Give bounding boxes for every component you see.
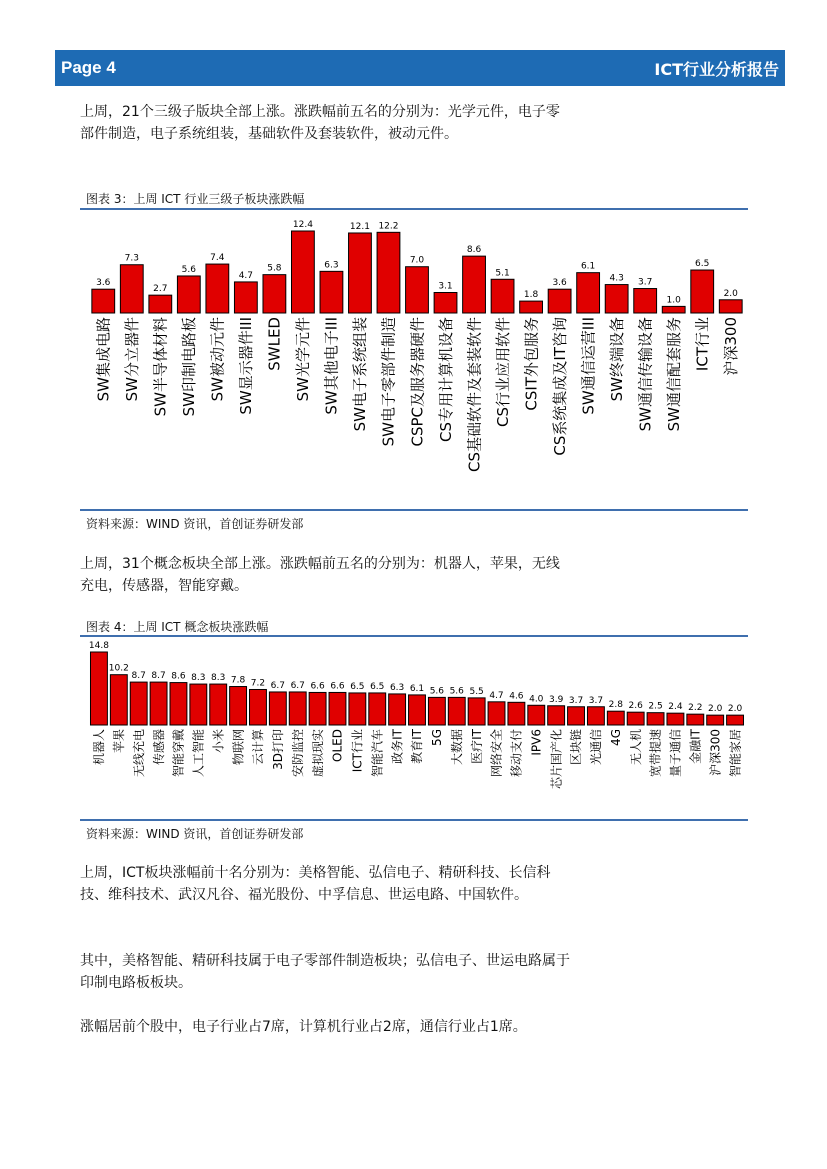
data-label-22: 4.0	[529, 694, 544, 705]
data-label-5: 8.3	[191, 673, 206, 684]
data-label-18: 4.3	[609, 273, 624, 284]
data-label-14: 6.5	[370, 681, 385, 692]
data-label-26: 2.8	[608, 700, 623, 711]
data-label-1: 10.2	[108, 663, 129, 674]
data-label-30: 2.2	[688, 703, 703, 714]
figure-3-title: 图表 3：上周 ICT 行业三级子板块涨跌幅	[86, 192, 305, 206]
bar-31	[707, 715, 724, 725]
data-label-17: 5.6	[429, 686, 445, 697]
category-label-7: SW光学元件	[294, 317, 313, 402]
category-label-14: 智能汽车	[370, 729, 385, 778]
bar-30	[687, 714, 704, 725]
bar-26	[607, 711, 624, 725]
figure-4-bottom-rule	[80, 819, 748, 821]
category-label-1: 苹果	[112, 729, 127, 754]
data-label-21: 4.6	[509, 691, 524, 702]
category-label-20: 网络安全	[489, 729, 504, 778]
bar-23	[548, 706, 565, 725]
category-label-3: 传感器	[151, 729, 166, 766]
data-label-12: 6.6	[330, 681, 345, 692]
data-label-22: 2.0	[723, 288, 738, 299]
bar-27	[627, 712, 644, 725]
data-label-20: 1.0	[666, 295, 681, 306]
data-label-15: 6.3	[389, 682, 405, 693]
bar-19	[468, 698, 485, 725]
bar-2	[130, 682, 147, 725]
bar-3	[150, 682, 167, 725]
data-label-18: 5.6	[449, 686, 464, 697]
data-label-12: 3.1	[438, 281, 453, 292]
bar-11	[309, 692, 326, 725]
data-label-2: 2.7	[153, 284, 168, 295]
bar-32	[727, 715, 744, 725]
data-label-1: 7.3	[124, 253, 139, 264]
figure-4-title: 图表 4：上周 ICT 概念板块涨跌幅	[86, 620, 269, 634]
category-label-10: SW电子零部件制造	[379, 317, 398, 447]
category-label-23: 芯片国产化	[549, 729, 564, 790]
category-label-19: 医疗IT	[469, 729, 484, 764]
bar-9	[269, 692, 286, 725]
category-label-15: 政务IT	[390, 729, 405, 764]
category-label-10: 安防监控	[290, 729, 305, 778]
bar-0	[90, 652, 107, 725]
category-label-8: 云计算	[251, 729, 266, 766]
data-label-13: 6.5	[350, 681, 365, 692]
bar-6	[210, 684, 227, 725]
bar-28	[647, 713, 664, 725]
data-label-14: 5.1	[495, 268, 510, 279]
data-label-31: 2.0	[708, 704, 723, 715]
category-label-25: 光通信	[589, 729, 604, 766]
data-label-9: 6.7	[270, 680, 286, 691]
data-label-10: 6.7	[290, 680, 305, 691]
bar-21	[508, 702, 525, 725]
category-label-9: 3D打印	[271, 729, 286, 770]
category-label-11: 虚拟现实	[310, 729, 325, 778]
category-label-20: SW通信配套服务	[664, 317, 683, 432]
data-label-0: 3.6	[96, 278, 111, 289]
category-label-8: SW其他电子III	[322, 317, 341, 415]
category-label-7: 物联网	[231, 729, 246, 766]
category-label-28: 宽带提速	[648, 729, 663, 778]
bar-10	[289, 692, 306, 725]
data-label-3: 8.7	[151, 671, 166, 682]
data-label-28: 2.5	[648, 701, 663, 712]
data-label-25: 3.7	[588, 695, 604, 706]
data-label-10: 12.2	[378, 221, 399, 232]
bar-16	[409, 695, 426, 725]
category-label-11: CSPC及服务器硬件	[408, 317, 427, 447]
data-label-2: 8.7	[131, 671, 146, 682]
category-label-6: 小米	[211, 729, 226, 754]
data-label-7: 12.4	[292, 220, 313, 230]
category-label-14: CS行业应用软件	[493, 316, 512, 427]
category-label-5: 人工智能	[191, 729, 206, 778]
category-label-12: CS专用计算机设备	[436, 317, 455, 442]
data-label-9: 12.1	[349, 221, 370, 232]
paragraph-concepts: 上周，31个概念板块全部上涨。涨跌幅前五名的分别为：机器人，苹果，无线充电，传感器，智能穿戴。	[80, 556, 560, 594]
category-label-18: SW终端设备	[607, 317, 626, 402]
paragraph-subsectors: 上周，21个三级子版块全部上涨。涨跌幅前五名的分别为：光学元件，电子零部件制造，电子系统组装，基础软件及套装软件，被动元件。	[80, 104, 560, 142]
bar-18	[448, 697, 465, 725]
page-number: Page 4	[61, 58, 116, 77]
data-label-27: 2.6	[628, 701, 643, 712]
category-label-22: 沪深300	[721, 317, 740, 376]
data-label-16: 6.1	[409, 683, 425, 694]
category-label-21: ICT行业	[693, 317, 712, 372]
bar-20	[488, 702, 505, 725]
category-label-12: OLED	[330, 729, 345, 762]
category-label-13: CS基础软件及套装软件	[465, 316, 484, 472]
bar-1	[110, 675, 127, 725]
data-label-17: 6.1	[580, 261, 596, 272]
category-label-21: 移动支付	[509, 729, 524, 778]
data-label-6: 5.8	[267, 263, 282, 274]
category-label-6: SWLED	[265, 317, 284, 371]
paragraph-top-ten: 上周，ICT板块涨幅前十名分别为：美格智能、弘信电子、精研科技、长信科技、维科技术、武汉凡谷、福光股份、中孚信息、世运电路、中国软件。	[80, 865, 551, 903]
data-label-19: 3.7	[638, 277, 653, 288]
data-label-8: 6.3	[324, 260, 339, 271]
data-label-4: 8.6	[171, 671, 186, 682]
category-label-1: SW分立器件	[123, 317, 142, 402]
data-label-11: 7.0	[409, 255, 425, 266]
category-label-16: CS系统集成及IT咨询	[550, 317, 569, 456]
data-label-32: 2.0	[727, 704, 743, 715]
figure-3-source: 资料来源：WIND 资讯，首创证券研发部	[86, 517, 304, 531]
data-label-8: 7.2	[250, 678, 266, 689]
category-label-32: 智能家居	[728, 729, 743, 778]
category-label-0: SW集成电路	[94, 317, 113, 402]
category-label-3: SW印制电路板	[180, 317, 199, 417]
bar-24	[568, 707, 585, 725]
bar-14	[369, 693, 386, 725]
category-label-4: 智能穿戴	[171, 729, 186, 778]
category-label-17: 5G	[430, 729, 445, 746]
bar-4	[170, 683, 187, 725]
bar-15	[389, 694, 406, 725]
bar-8	[250, 689, 267, 725]
category-label-18: 大数据	[449, 729, 464, 766]
data-label-5: 4.7	[238, 270, 254, 281]
category-label-16: 教育IT	[410, 729, 425, 764]
category-label-13: ICT行业	[350, 729, 365, 773]
paragraph-industry-share: 涨幅居前个股中，电子行业占7席，计算机行业占2席，通信行业占1席。	[80, 1019, 527, 1035]
category-label-5: SW显示器件III	[237, 317, 256, 415]
category-label-24: 区块链	[569, 729, 584, 766]
bar-29	[667, 713, 684, 725]
bar-17	[428, 697, 445, 725]
category-label-2: 无线充电	[131, 729, 146, 778]
bar-22	[528, 705, 545, 725]
category-label-9: SW电子系统组装	[351, 317, 370, 432]
category-label-22: IPV6	[529, 729, 544, 756]
category-label-31: 沪深300	[708, 729, 723, 776]
category-label-30: 金融IT	[688, 729, 703, 764]
bar-12	[329, 692, 346, 725]
bar-5	[190, 684, 207, 725]
data-label-13: 8.6	[466, 245, 482, 256]
data-label-16: 3.6	[552, 278, 567, 289]
data-label-11: 6.6	[310, 681, 325, 692]
data-label-15: 1.8	[523, 290, 539, 301]
data-label-20: 4.7	[489, 690, 504, 701]
data-label-21: 6.5	[695, 259, 710, 270]
data-label-19: 5.5	[469, 686, 484, 697]
category-label-19: SW通信传输设备	[636, 317, 655, 432]
data-label-23: 3.9	[548, 694, 564, 705]
report-title: ICT行业分析报告	[654, 59, 779, 79]
bar-7	[230, 687, 247, 725]
data-label-29: 2.4	[668, 702, 683, 713]
data-label-4: 7.4	[210, 253, 225, 264]
category-label-0: 机器人	[92, 729, 107, 766]
category-label-15: CSIT外包服务	[522, 317, 541, 411]
paragraph-sector-membership: 其中，美格智能、精研科技属于电子零部件制造板块；弘信电子、世运电路属于印制电路板板块。	[80, 953, 570, 991]
data-label-3: 5.6	[181, 264, 196, 275]
data-label-24: 3.7	[568, 695, 584, 706]
bar-25	[587, 707, 604, 725]
category-label-27: 无人机	[628, 729, 643, 766]
figure-4-source: 资料来源：WIND 资讯，首创证券研发部	[86, 827, 304, 841]
category-label-26: 4G	[608, 729, 623, 746]
data-label-6: 8.3	[211, 673, 226, 684]
category-label-2: SW半导体材料	[151, 317, 170, 417]
category-label-17: SW通信运营III	[579, 317, 598, 415]
category-label-4: SW被动元件	[208, 317, 227, 402]
bar-13	[349, 693, 366, 725]
data-label-7: 7.8	[230, 675, 246, 686]
data-label-0: 14.8	[88, 641, 109, 651]
category-label-29: 量子通信	[668, 729, 683, 778]
